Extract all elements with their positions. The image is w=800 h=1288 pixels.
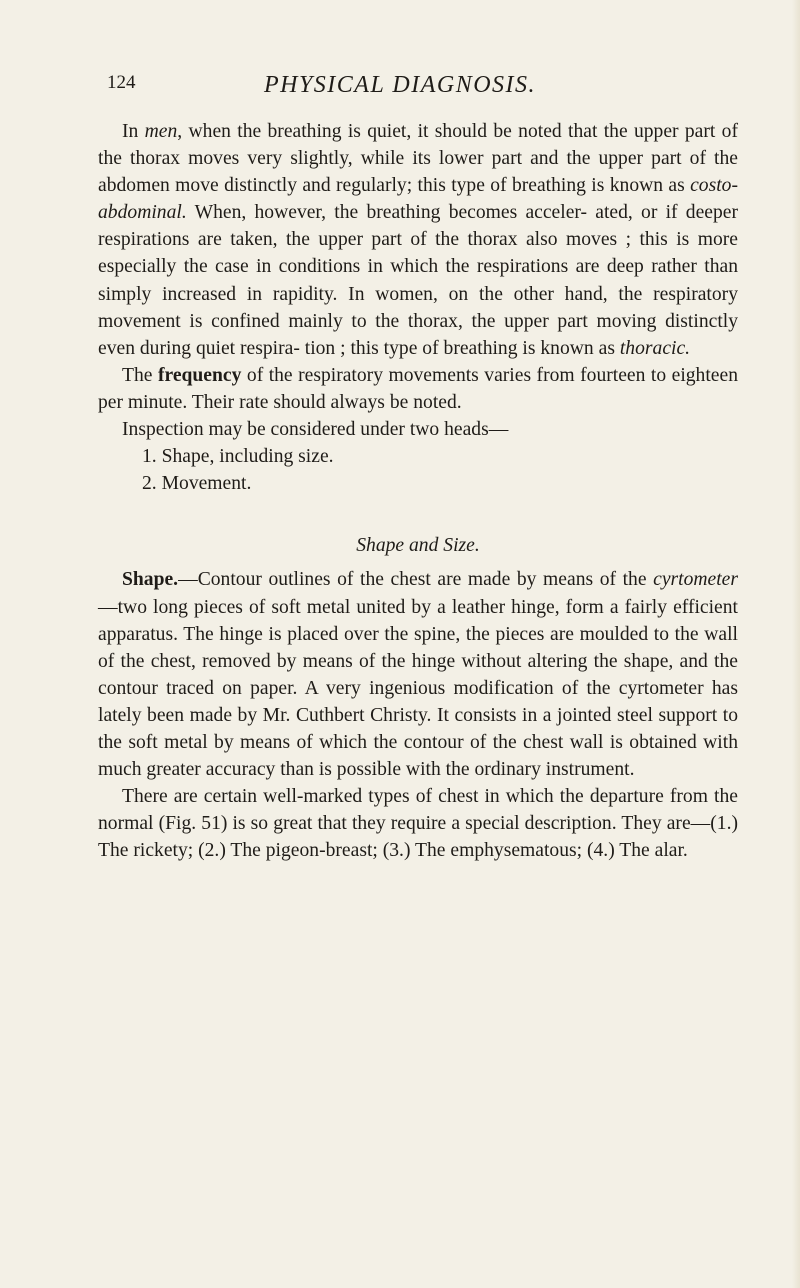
term-costo-abdominal: costo-abdominal. bbox=[98, 175, 738, 224]
page-edge-shadow bbox=[792, 0, 800, 1288]
paragraph-shape: Shape.—Contour outlines of the chest are made by means of the cyrtometer—two long pieces of soft metal united by a leather hinge, form a fairly efficient apparatus. The hinge is placed over the spine, the pieces are moulded to the wall of the chest, removed by means of the hinge without altering the shape, and the contour traced on paper. A very ingenious modification of the cyrtometer has lately been made by Mr. Cuthbert Christy. It consists in a jointed steel support to the soft metal by means of which the contour of the chest wall is obtained with much greater accuracy than is possible with the ordinary instrument. bbox=[98, 569, 738, 781]
section-heading: Shape and Size. bbox=[356, 535, 480, 557]
paragraph-inspection: Inspection may be considered under two heads— bbox=[122, 419, 509, 441]
term-frequency: frequency bbox=[157, 364, 242, 386]
page-header bbox=[0, 72, 800, 102]
body-text bbox=[98, 118, 738, 864]
running-title: PHYSICAL DIAGNOSIS. bbox=[263, 72, 537, 98]
inspection-heads-list bbox=[98, 443, 738, 497]
list-item: 2. Movement. bbox=[142, 473, 252, 495]
list-item: 1. Shape, including size. bbox=[142, 446, 334, 468]
term-shape: Shape. bbox=[122, 569, 179, 591]
paragraph-chest-types: There are certain well-marked types of chest in which the departure from the normal (Fig. 51) is so great that they require a special description. They are—(1.) The rickety; (2.) The pigeon-breast; (3.) The emphysematous; (4.) The alar. bbox=[98, 786, 738, 862]
paragraph-breathing-types: In men, when the breathing is quiet, it should be noted that the upper part of the thorax moves very slightly, while its lower part and the upper part of the abdomen move distinctly and regularly; this type of breathing is known as costo-abdominal. When, however, the breathing becomes acceler- ated, or if deeper respirations are taken, the upper part of the thorax also moves ; this is more especially the case in conditions in which the respirations are deep rather than simply increased in rapidity. In women, on the other hand, the respiratory movement is confined mainly to the thorax, the upper part moving distinctly even during quiet respira- tion ; this type of breathing is known as thoracic. bbox=[98, 121, 738, 359]
paragraph-frequency: The frequency of the respiratory movements varies from fourteen to eighteen per minute. Their rate should always be noted. bbox=[98, 364, 738, 413]
emphasis-men: men bbox=[144, 121, 178, 142]
page-number: 124 bbox=[107, 72, 136, 93]
term-thoracic: thoracic. bbox=[619, 337, 691, 359]
term-cyrtometer: cyrtometer bbox=[653, 569, 738, 591]
